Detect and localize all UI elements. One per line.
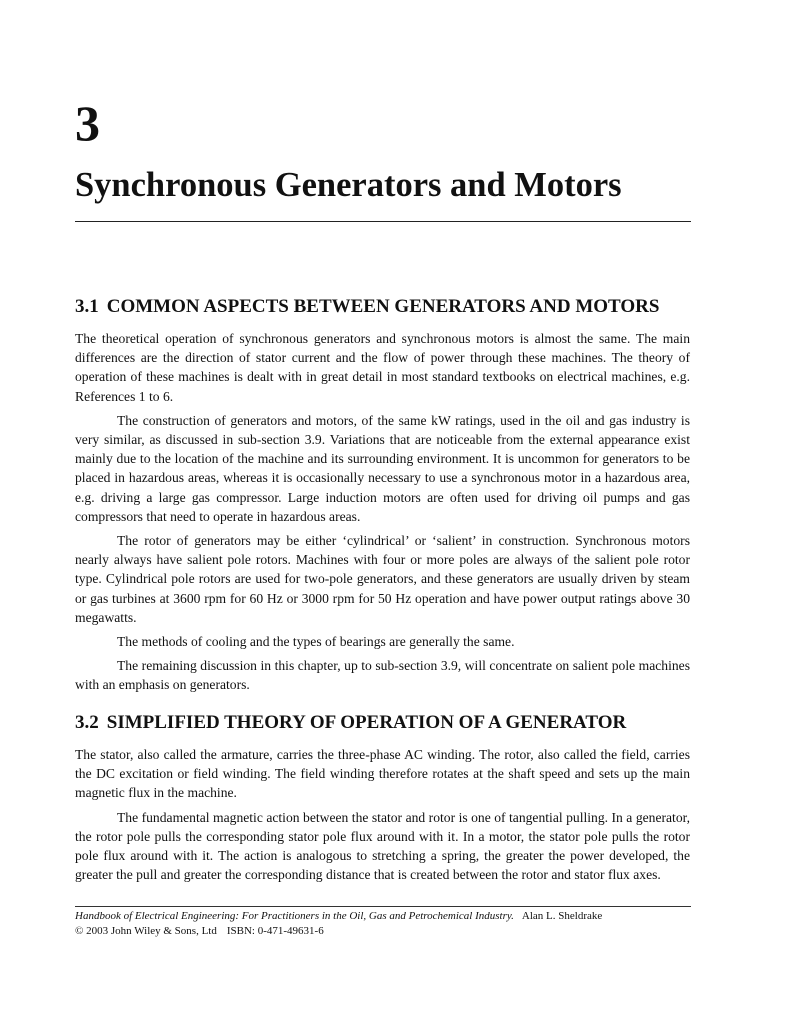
section-number: 3.1 — [75, 296, 99, 317]
author-name: Alan L. Sheldrake — [521, 910, 603, 922]
paragraph: The stator, also called the armature, carries the three-phase AC winding. The rotor, also called the field, carries the DC excitation or field winding. The field winding therefore rotates at the shaft speed and sets up the main magnetic flux in the machine. — [75, 747, 690, 801]
paragraph: The fundamental magnetic action between the stator and rotor is one of tangential pulling. In a generator, the rotor pole pulls the corresponding stator pole flux around with it. In a motor, the stator pole pulls the rotor pole flux around with it. The action is analogous to stretching a spring, the greater the power developed, the greater the pull and greater the corresponding distance that is created between the rotor and stator flux axes. — [75, 809, 690, 883]
page-footer — [75, 909, 715, 939]
copyright-notice: © 2003 John Wiley & Sons, Ltd — [75, 925, 217, 937]
section-title: SIMPLIFIED THEORY OF OPERATION OF A GENERATOR — [106, 712, 627, 733]
footer-line-1 — [75, 909, 715, 924]
paragraph: The remaining discussion in this chapter, up to sub-section 3.9, will concentrate on salient pole machines with an emphasis on generators. — [75, 658, 690, 693]
section-heading-3-2 — [75, 712, 691, 735]
chapter-title: Synchronous Generators and Motors — [75, 166, 622, 204]
isbn: ISBN: 0-471-49631-6 — [226, 925, 324, 937]
book-title: Handbook of Electrical Engineering: For Practitioners in the Oil, Gas and Petrochemical Industry. — [75, 910, 514, 922]
footer-line-2 — [75, 924, 715, 939]
title-divider — [75, 221, 691, 222]
paragraph: The rotor of generators may be either ‘cylindrical’ or ‘salient’ in construction. Synchronous motors nearly always have salient pole rotors. Machines with four or more poles are always of the salient pole rotor type. Cylindrical pole rotors are used for two-pole generators, and these generators are usually driven by steam or gas turbines at 3600 rpm for 60 Hz or 3000 rpm for 50 Hz operation and have power output ratings above 30 megawatts. — [75, 533, 690, 625]
paragraph: The theoretical operation of synchronous generators and synchronous motors is almost the same. The main differences are the direction of stator current and the flow of power through these machines. The theory of operation of these machines is dealt with in great detail in most standard textbooks on electrical machines, e.g. References 1 to 6. — [75, 331, 690, 404]
chapter-number: 3 — [75, 95, 100, 151]
section-number: 3.2 — [75, 712, 99, 733]
section-body-3-1 — [75, 329, 690, 700]
footer-divider — [75, 906, 691, 907]
paragraph: The construction of generators and motors, of the same kW ratings, used in the oil and gas industry is very similar, as discussed in sub-section 3.9. Variations that are noticeable from the external appearance exist mainly due to the location of the machine and its surrounding environment. It is uncommon for generators to be placed in hazardous areas, whereas it is occasionally necessary to use a synchronous motor in a hazardous area, e.g. driving a large gas compressor. Large induction motors are often used for driving oil pumps and gas compressors that need to operate in hazardous areas. — [75, 412, 690, 524]
paragraph: The methods of cooling and the types of bearings are generally the same. — [117, 634, 515, 650]
section-heading-3-1 — [75, 296, 691, 319]
section-body-3-2 — [75, 745, 690, 889]
section-title: COMMON ASPECTS BETWEEN GENERATORS AND MOTORS — [106, 296, 660, 317]
